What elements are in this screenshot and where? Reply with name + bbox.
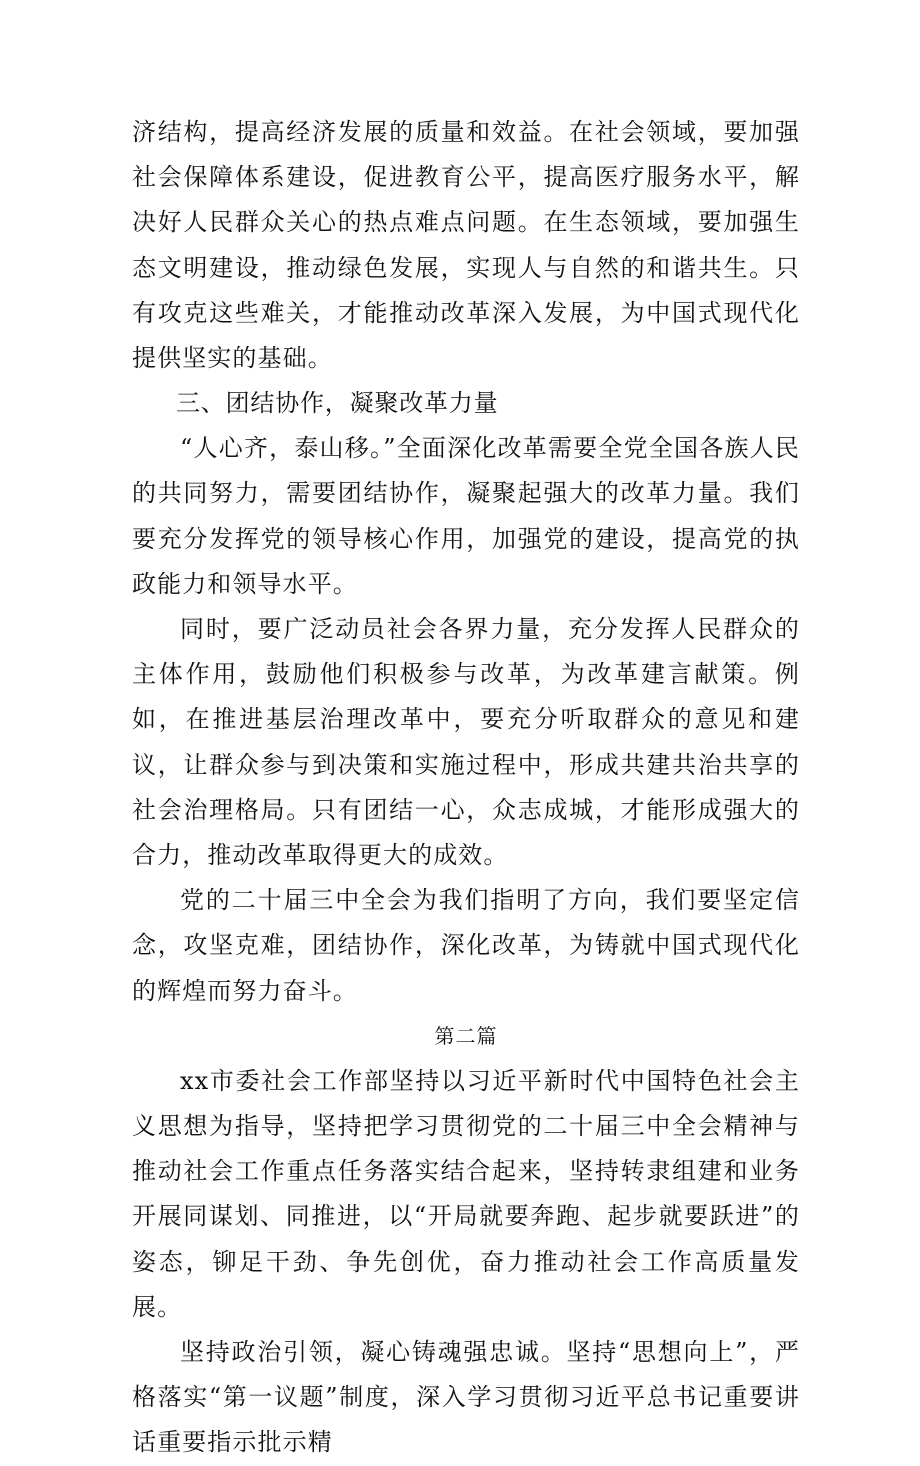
paragraph-continued: 济结构，提高经济发展的质量和效益。在社会领域，要加强社会保障体系建设，促进教育公平，提高医疗服务水平，解决好人民群众关心的热点难点问题。在生态领域，要加强生态文明建设，推动绿色发展，实现人与自然的和谐共生。只有攻克这些难关，才能推动改革深入发展，为中国式现代化提供坚实的基础。 — [132, 118, 800, 373]
paragraph-conclusion: 党的二十届三中全会为我们指明了方向，我们要坚定信念，攻坚克难，团结协作，深化改革，为铸就中国式现代化的辉煌而努力奋斗。 — [132, 886, 800, 1005]
section-heading-three: 三、团结协作，凝聚改革力量 — [176, 389, 499, 418]
paragraph-mobilize: 同时，要广泛动员社会各界力量，充分发挥人民群众的主体作用，鼓励他们积极参与改革，为改革建言献策。例如，在推进基层治理改革中，要充分听取群众的意见和建议，让群众参与到决策和实施过程中，形成共建共治共享的社会治理格局。只有团结一心，众志成城，才能形成强大的合力，推动改革取得更大的成效。 — [132, 615, 800, 870]
paragraph-department-intro: xx市委社会工作部坚持以习近平新时代中国特色社会主义思想为指导，坚持把学习贯彻党的二十届三中全会精神与推动社会工作重点任务落实结合起来，坚持转隶组建和业务开展同谋划、同推进，以“开局就要奔跑、起步就要跃进”的姿态，铆足干劲、争先创优，奋力推动社会工作高质量发展。 — [132, 1066, 800, 1321]
paragraph-political-guidance: 坚持政治引领，凝心铸魂强忠诚。坚持“思想向上”，严格落实“第一议题”制度，深入学习贯彻习近平总书记重要讲话重要指示批示精 — [132, 1338, 800, 1457]
paragraph-unity: “人心齐，泰山移。”全面深化改革需要全党全国各族人民的共同努力，需要团结协作，凝聚起强大的改革力量。我们要充分发挥党的领导核心作用，加强党的建设，提高党的执政能力和领导水平。 — [132, 434, 800, 598]
article-title-second: 第二篇 — [434, 1023, 498, 1048]
document-body — [132, 110, 800, 1466]
